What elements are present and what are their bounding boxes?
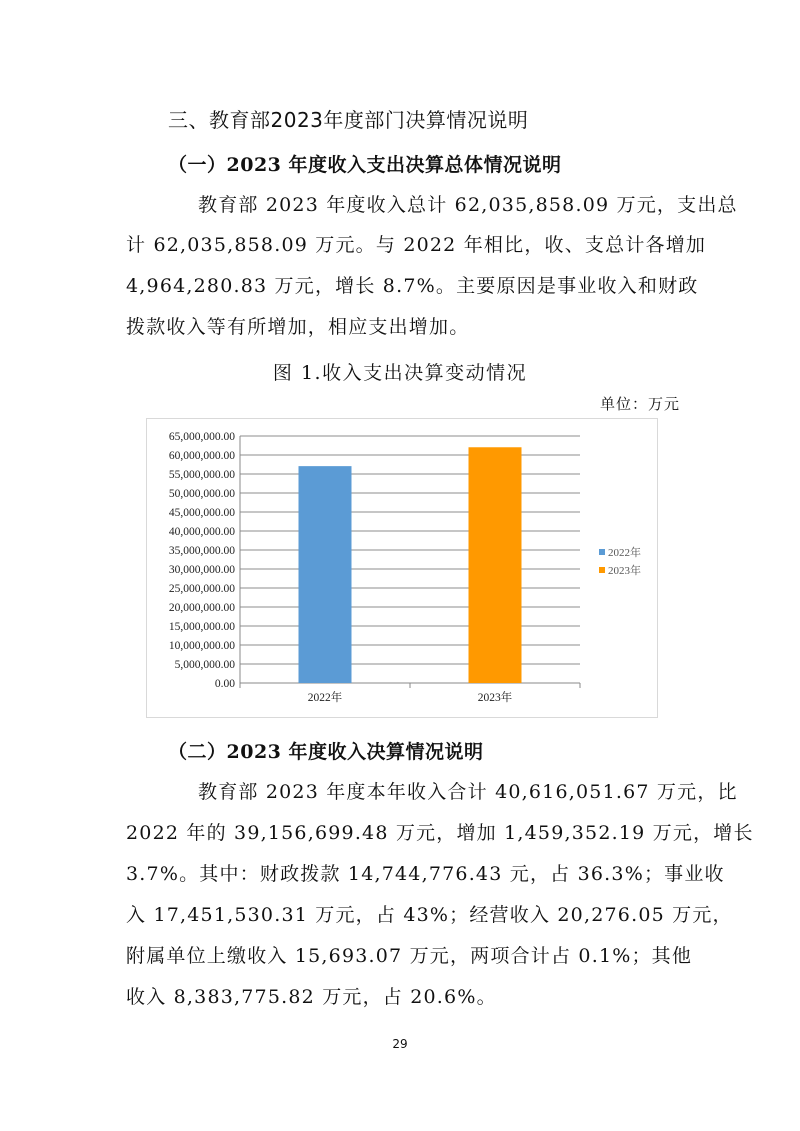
y-tick-label: 40,000,000.00 [168,526,235,538]
y-tick-label: 60,000,000.00 [168,450,235,462]
y-tick-label: 0.00 [214,678,235,690]
y-tick-label: 35,000,000.00 [168,545,235,557]
x-tick-label: 2022年 [307,692,343,704]
legend-swatch-1 [599,549,605,555]
section-heading: 三、教育部2023年度部门决算情况说明 [168,108,529,132]
paragraph-1-line-3: 4,964,280.83 万元，增长 8.7%。主要原因是事业收入和财政 [126,275,699,297]
paragraph-2-line-2: 2022 年的 39,156,699.48 万元，增加 1,459,352.19 万元，增长 [126,822,754,844]
y-tick-label: 20,000,000.00 [168,602,235,614]
bar-1 [299,466,352,683]
bar-2 [469,447,522,683]
paragraph-2-line-5: 附属单位上缴收入 15,693.07 万元，两项合计占 0.1%；其他 [126,945,693,967]
y-tick-label: 65,000,000.00 [168,431,235,443]
paragraph-2-line-4: 入 17,451,530.31 万元，占 43%；经营收入 20,276.05 万元， [126,904,733,926]
y-tick-label: 45,000,000.00 [168,507,235,519]
unit-label: 单位：万元 [599,395,680,413]
paragraph-2-line-6: 收入 8,383,775.82 万元，占 20.6%。 [126,986,497,1008]
bar-chart [146,418,658,718]
paragraph-2-line-1: 教育部 2023 年度本年收入合计 40,616,051.67 万元，比 [198,781,738,803]
x-tick-label: 2023年 [477,692,513,704]
paragraph-1-line-4: 拨款收入等有所增加，相应支出增加。 [126,316,470,338]
paragraph-1-line-1: 教育部 2023 年度收入总计 62,035,858.09 万元，支出总 [198,194,738,216]
figure-title: 图 1.收入支出决算变动情况 [272,362,528,384]
y-tick-label: 50,000,000.00 [168,488,235,500]
y-tick-label: 15,000,000.00 [168,621,235,633]
legend-swatch-2 [599,567,605,573]
y-tick-label: 5,000,000.00 [174,659,235,671]
y-tick-label: 55,000,000.00 [168,469,235,481]
subsection-2-title: （二）2023 年度收入决算情况说明 [168,741,484,763]
y-tick-label: 30,000,000.00 [168,564,235,576]
y-tick-label: 25,000,000.00 [168,583,235,595]
y-tick-label: 10,000,000.00 [168,640,235,652]
paragraph-1-line-2: 计 62,035,858.09 万元。与 2022 年相比，收、支总计各增加 [126,234,707,256]
page-number: 29 [392,1037,408,1051]
paragraph-2-line-3: 3.7%。其中：财政拨款 14,744,776.43 元，占 36.3%；事业收 [126,863,725,885]
legend-label-2: 2023年 [608,565,641,577]
legend-label-1: 2022年 [608,547,641,559]
subsection-1-title: （一）2023 年度收入支出决算总体情况说明 [168,154,562,176]
